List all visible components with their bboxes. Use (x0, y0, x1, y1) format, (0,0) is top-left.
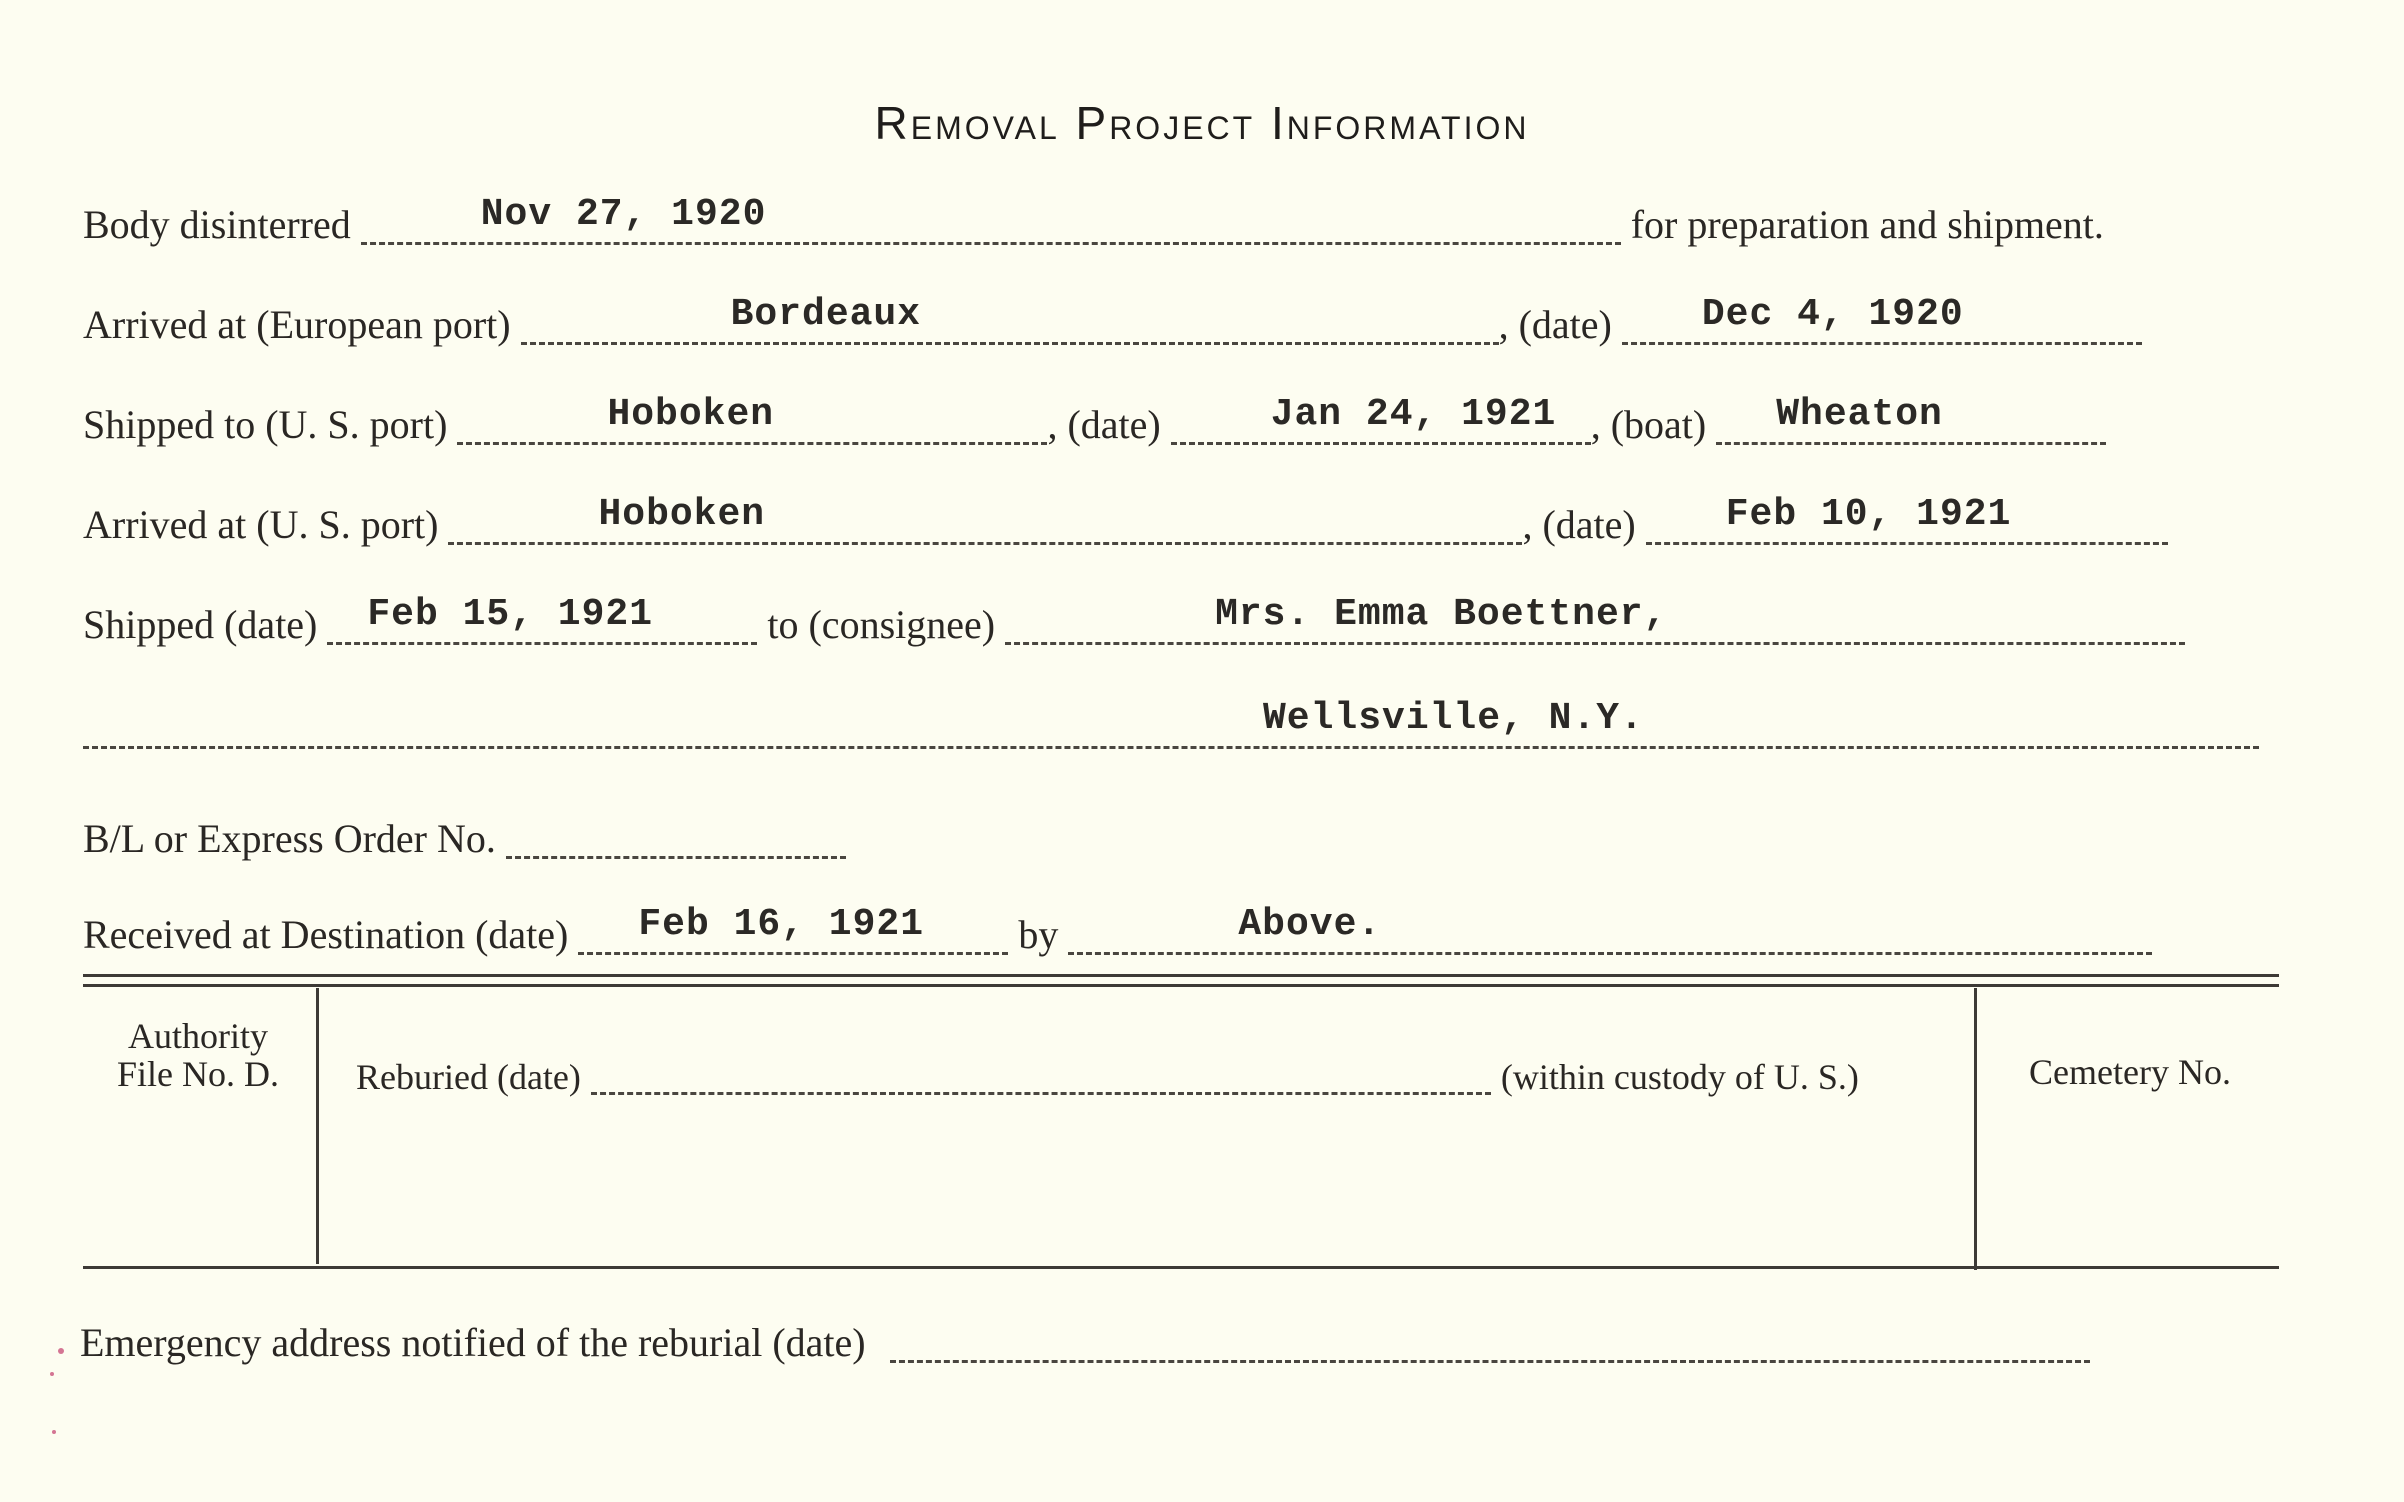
ink-mark (50, 1372, 54, 1376)
consignee-field (1005, 593, 2185, 645)
shipped-date: Feb 15, 1921 (367, 593, 654, 636)
divider-bottom (83, 1266, 2279, 1269)
authority-line2: File No. D. (117, 1053, 279, 1094)
card-title: Removal Project Information (874, 97, 1530, 149)
shipped-us-boat-label: , (boat) (1590, 402, 1707, 447)
authority-label (83, 1018, 313, 1094)
reburied-label: Reburied (date) (356, 1057, 581, 1097)
arrived-eu-port: Bordeaux (730, 293, 922, 336)
received-date: Feb 16, 1921 (638, 903, 925, 946)
row-reburied (356, 1052, 1859, 1095)
bl-label: B/L or Express Order No. (83, 816, 496, 861)
divider-top-1 (83, 974, 2279, 977)
row-shipped-us (83, 393, 2116, 447)
divider-col-1 (316, 988, 319, 1264)
arrived-eu-label: Arrived at (European port) (83, 302, 511, 347)
arrived-eu-date-field (1622, 293, 2142, 345)
divider-top-2 (83, 984, 2279, 987)
ink-mark (52, 1430, 56, 1434)
consignee-address: Wellsville, N.Y. (1263, 697, 1644, 740)
row-bl (83, 810, 856, 859)
arrived-us-label: Arrived at (U. S. port) (83, 502, 439, 547)
received-date-field (578, 903, 1008, 955)
disinterred-date: Nov 27, 1920 (480, 193, 767, 236)
row-arrived-eu (83, 293, 2152, 347)
shipped-date-field (327, 593, 757, 645)
arrived-us-port: Hoboken (598, 493, 766, 536)
received-label: Received at Destination (date) (83, 912, 569, 957)
arrived-eu-port-field (521, 293, 1499, 345)
consignee-label: to (consignee) (767, 602, 996, 647)
address-field (83, 697, 2259, 749)
disinterred-suffix: for preparation and shipment. (1630, 202, 2104, 247)
received-by: Above. (1238, 903, 1382, 946)
arrived-us-date-field (1646, 493, 2168, 545)
received-by-field (1068, 903, 2152, 955)
arrived-us-date-label: , (date) (1522, 502, 1636, 547)
bl-field (506, 810, 846, 859)
emergency-field (890, 1318, 2090, 1363)
shipped-us-date-label: , (date) (1047, 402, 1161, 447)
divider-col-2 (1974, 988, 1977, 1270)
shipped-us-port-field (457, 393, 1047, 445)
consignee-name: Mrs. Emma Boettner, (1215, 593, 1668, 636)
shipped-us-label: Shipped to (U. S. port) (83, 402, 448, 447)
row-address (83, 697, 2269, 749)
ink-mark (58, 1348, 64, 1354)
row-emergency (80, 1318, 2100, 1363)
cemetery-label: Cemetery No. (2029, 1052, 2231, 1092)
arrived-us-date: Feb 10, 1921 (1725, 493, 2012, 536)
emergency-label: Emergency address notified of the reburial (date) (80, 1320, 866, 1365)
shipped-label: Shipped (date) (83, 602, 318, 647)
shipped-us-date-field (1171, 393, 1591, 445)
row-received (83, 903, 2162, 957)
row-arrived-us (83, 493, 2178, 547)
row-shipped (83, 593, 2195, 647)
arrived-eu-date-label: , (date) (1498, 302, 1612, 347)
row-disinterred (83, 193, 2104, 247)
shipped-us-port: Hoboken (607, 393, 775, 436)
shipped-us-date: Jan 24, 1921 (1270, 393, 1557, 436)
disinterred-field (361, 193, 1621, 245)
shipped-us-boat-field (1716, 393, 2106, 445)
reburied-suffix: (within custody of U. S.) (1500, 1057, 1859, 1097)
received-by-label: by (1018, 912, 1059, 957)
arrived-us-port-field (448, 493, 1522, 545)
shipped-us-boat: Wheaton (1776, 393, 1943, 436)
authority-line1: Authority (128, 1016, 268, 1056)
arrived-eu-date: Dec 4, 1920 (1701, 293, 1964, 336)
reburied-field (591, 1052, 1491, 1095)
disinterred-label: Body disinterred (83, 202, 351, 247)
